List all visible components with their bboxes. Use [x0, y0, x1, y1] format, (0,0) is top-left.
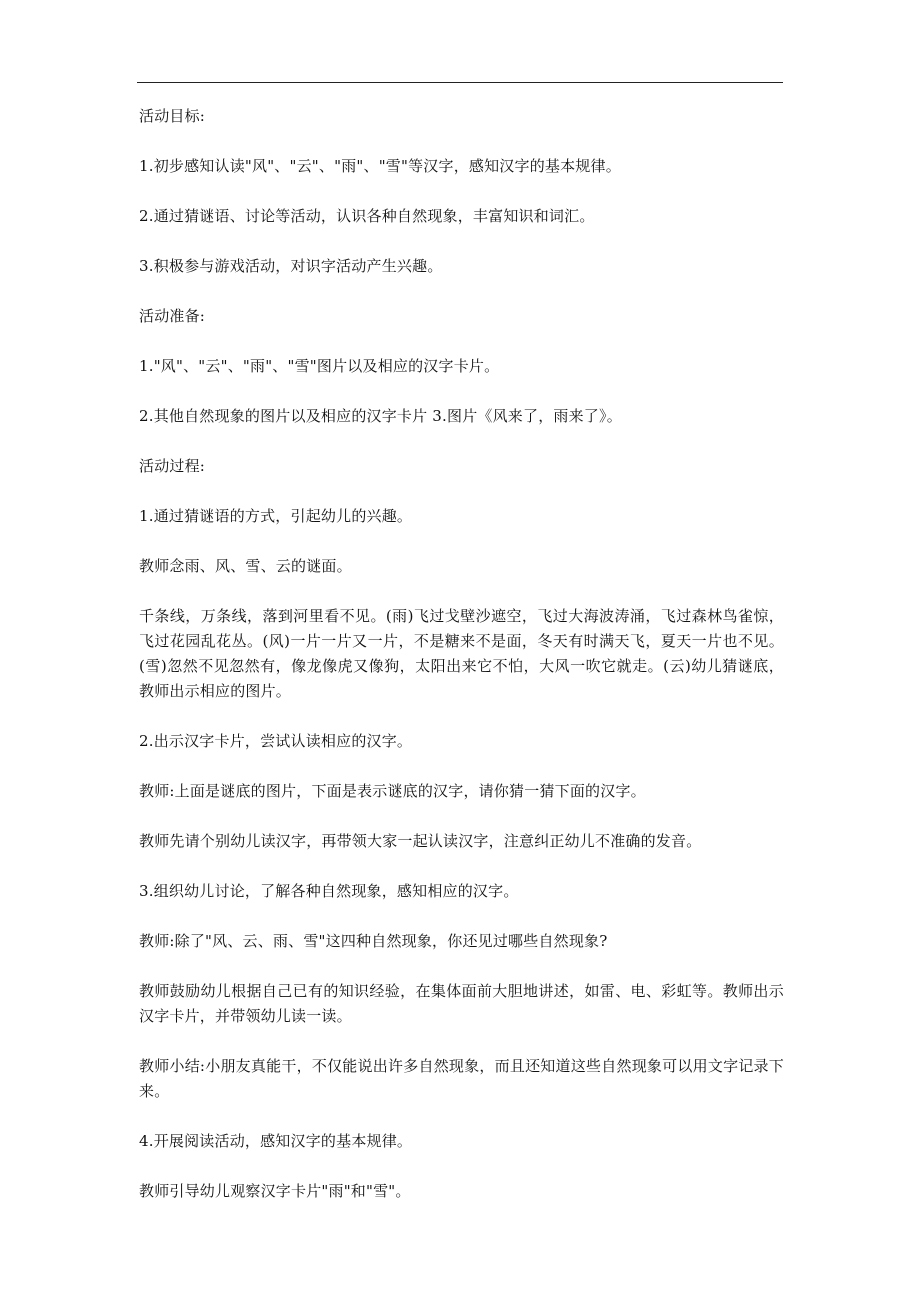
process-paragraph: 教师先请个别幼儿读汉字，再带领大家一起认读汉字，注意纠正幼儿不准确的发音。 [139, 832, 702, 850]
heading-activity-goals: 活动目标: [139, 107, 206, 125]
goal-item-3: 3.积极参与游戏活动，对识字活动产生兴趣。 [139, 257, 443, 275]
goal-item-2: 2.通过猜谜语、讨论等活动，认识各种自然现象，丰富知识和词汇。 [139, 207, 595, 225]
process-step-4: 4.开展阅读活动，感知汉字的基本规律。 [139, 1132, 413, 1150]
process-paragraph: 教师:除了"风、云、雨、雪"这四种自然现象，你还见过哪些自然现象? [139, 932, 608, 950]
heading-activity-preparation: 活动准备: [139, 307, 206, 325]
teacher-summary-paragraph: 教师小结:小朋友真能干，不仅能说出许多自然现象，而且还知道这些自然现象可以用文字记录下来。 [139, 1057, 784, 1100]
process-paragraph: 教师引导幼儿观察汉字卡片"雨"和"雪"。 [139, 1182, 411, 1200]
process-step-1: 1.通过猜谜语的方式，引起幼儿的兴趣。 [139, 507, 413, 525]
preparation-item-1: 1."风"、"云"、"雨"、"雪"图片以及相应的汉字卡片。 [139, 357, 500, 375]
header-rule [137, 82, 783, 83]
document-body [139, 104, 784, 1229]
process-step-3: 3.组织幼儿讨论，了解各种自然现象，感知相应的汉字。 [139, 882, 519, 900]
heading-activity-process: 活动过程: [139, 457, 206, 475]
riddles-paragraph: 千条线，万条线，落到河里看不见。(雨)飞过戈壁沙遮空，飞过大海波涛涌，飞过森林鸟雀惊，飞过花园乱花丛。(风)一片一片又一片，不是糖来不是面，冬天有时满天飞，夏天一片也不见。(雪)忽然不见忽然有，像龙像虎又像狗，太阳出来它不怕，大风一吹它就走。(云)幼儿猜谜底，教师出示相应的图片。 [139, 607, 784, 700]
process-paragraph: 教师念雨、风、雪、云的谜面。 [139, 557, 352, 575]
process-paragraph: 教师:上面是谜底的图片，下面是表示谜底的汉字，请你猜一猜下面的汉字。 [139, 782, 646, 800]
process-paragraph: 教师鼓励幼儿根据自己已有的知识经验，在集体面前大胆地讲述，如雷、电、彩虹等。教师出示汉字卡片，并带领幼儿读一读。 [139, 982, 784, 1025]
goal-item-1: 1.初步感知认读"风"、"云"、"雨"、"雪"等汉字，感知汉字的基本规律。 [139, 157, 621, 175]
process-step-2: 2.出示汉字卡片，尝试认读相应的汉字。 [139, 732, 413, 750]
preparation-item-2: 2.其他自然现象的图片以及相应的汉字卡片 3.图片《风来了，雨来了》。 [139, 407, 622, 425]
